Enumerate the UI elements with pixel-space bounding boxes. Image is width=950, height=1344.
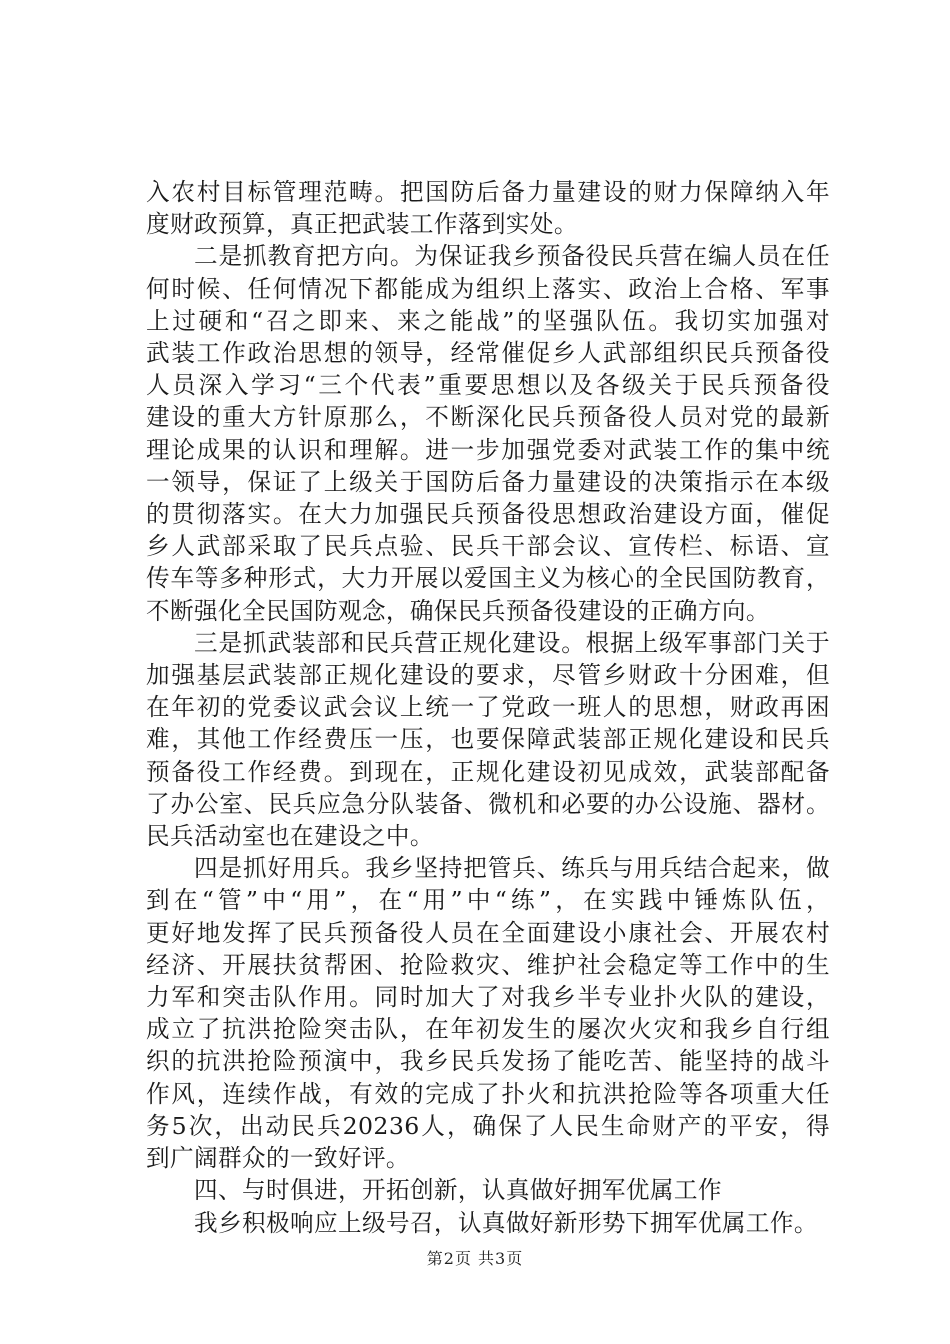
text-line: 经济、开展扶贫帮困、抢险救灾、维护社会稳定等工作中的生 [146,950,830,979]
text-line: 到在“管”中“用”，在“用”中“练”，在实践中锤炼队伍， [146,886,830,915]
text-line: 预备役工作经费。到现在，正规化建设初见成效，武装部配备 [146,757,830,786]
text-line: 人员深入学习“三个代表”重要思想以及各级关于民兵预备役 [146,371,830,400]
text-line: 武装工作政治思想的领导，经常催促乡人武部组织民兵预备役 [146,339,830,368]
text-line: 建设的重大方针原那么，不断深化民兵预备役人员对党的最新 [146,403,830,432]
text-line: 成立了抗洪抢险突击队，在年初发生的屡次火灾和我乡自行组 [146,1015,830,1044]
text-line: 的贯彻落实。在大力加强民兵预备役思想政治建设方面，催促 [146,500,830,529]
text-line: 更好地发挥了民兵预备役人员在全面建设小康社会、开展农村 [146,918,830,947]
text-line: 何时候、任何情况下都能成为组织上落实、政治上合格、军事 [146,274,830,303]
text-line: 到广阔群众的一致好评。 [146,1144,410,1173]
text-line: 度财政预算，真正把武装工作落到实处。 [146,210,578,239]
text-line: 一领导，保证了上级关于国防后备力量建设的决策指示在本级 [146,467,830,496]
text-line: 作风，连续作战，有效的完成了扑火和抗洪抢险等各项重大任 [146,1079,830,1108]
text-line: 难，其他工作经费压一压，也要保障武装部正规化建设和民兵 [146,725,830,754]
text-line: 上过硬和“召之即来、来之能战”的坚强队伍。我切实加强对 [146,306,830,335]
text-line: 了办公室、民兵应急分队装备、微机和必要的办公设施、器材。 [146,789,830,818]
text-line: 力军和突击队作用。同时加大了对我乡半专业扑火队的建设， [146,983,830,1012]
text-line: 乡人武部采取了民兵点验、民兵干部会议、宣传栏、标语、宣 [146,532,830,561]
text-line: 二是抓教育把方向。为保证我乡预备役民兵营在编人员在任 [194,242,830,271]
text-line: 我乡积极响应上级号召，认真做好新形势下拥军优属工作。 [194,1208,818,1237]
text-line: 四、与时俱进，开拓创新，认真做好拥军优属工作 [194,1176,722,1205]
text-line: 民兵活动室也在建设之中。 [146,822,434,851]
body-text [146,176,830,1239]
text-line: 三是抓武装部和民兵营正规化建设。根据上级军事部门关于 [194,628,830,657]
text-line: 织的抗洪抢险预演中，我乡民兵发扬了能吃苦、能坚持的战斗 [146,1047,830,1076]
text-line: 理论成果的认识和理解。进一步加强党委对武装工作的集中统 [146,435,830,464]
page-footer: 第2页 共3页 [426,1249,524,1268]
text-line: 传车等多种形式，大力开展以爱国主义为核心的全民国防教育， [146,564,830,593]
text-line: 务5次，出动民兵20236人，确保了人民生命财产的平安，得 [146,1111,830,1140]
text-line: 四是抓好用兵。我乡坚持把管兵、练兵与用兵结合起来，做 [194,854,830,883]
text-line: 在年初的党委议武会议上统一了党政一班人的思想，财政再困 [146,693,830,722]
text-line: 不断强化全民国防观念，确保民兵预备役建设的正确方向。 [146,596,770,625]
text-line: 入农村目标管理范畴。把国防后备力量建设的财力保障纳入年 [146,178,830,206]
text-line: 加强基层武装部正规化建设的要求，尽管乡财政十分困难，但 [146,661,830,690]
